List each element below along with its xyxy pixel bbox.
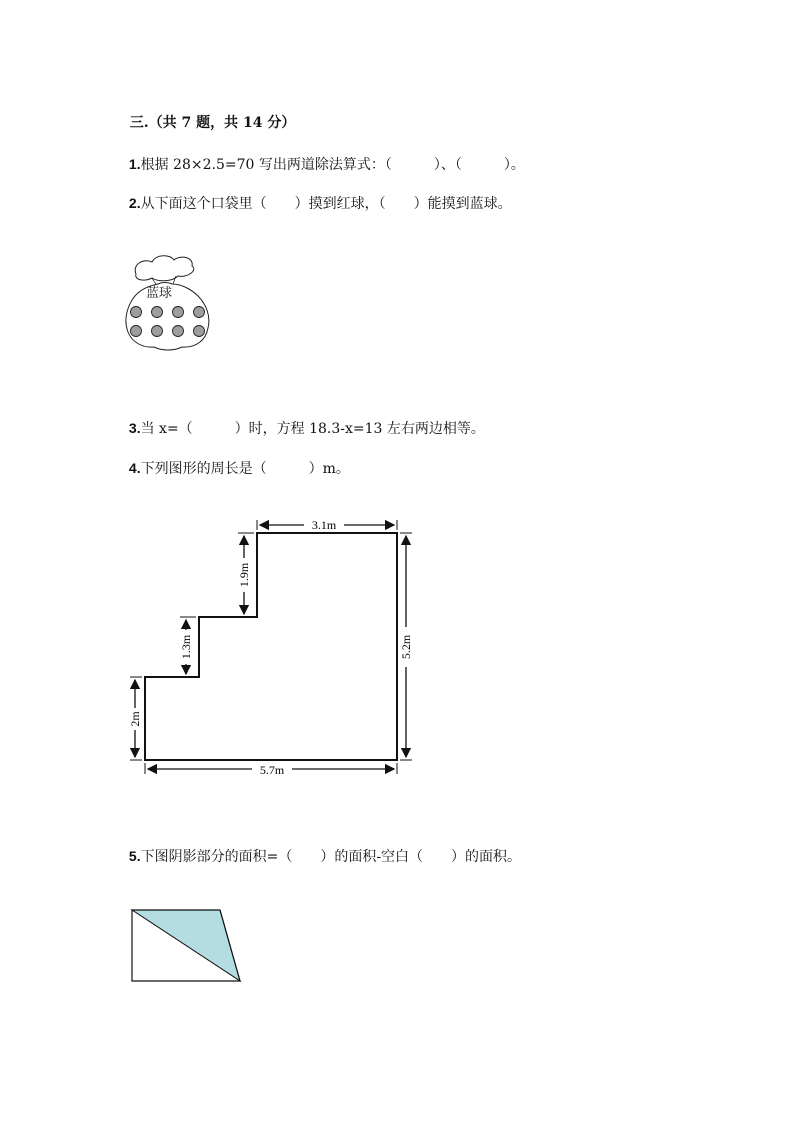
trapezoid-svg [126,904,250,986]
dim-right-label: 5.2m [399,634,413,660]
question-text: 当 x=（ ）时，方程 18.3-x=13 左右两边相等。 [140,421,485,437]
question-text: 下图阴影部分的面积=（ ）的面积-空白（ ）的面积。 [140,849,522,865]
dim-bottom-label: 5.7m [259,763,285,777]
question-5 [120,829,521,866]
dim-upper-label: 1.9m [237,562,251,588]
question-text: 根据 28×2.5=70 写出两道除法算式：（ ）、（ ）。 [140,157,525,173]
question-text: 从下面这个口袋里（ ）摸到红球，（ ）能摸到蓝球。 [140,196,512,212]
question-number: 3. [128,420,141,436]
question-number: 1. [128,156,141,172]
trapezoid-figure [126,904,250,990]
question-text: 下列图形的周长是（ ）m。 [140,461,350,477]
question-number: 4. [128,460,141,476]
dim-lower-label: 2m [128,711,142,727]
bag-label: 蓝球 [146,285,173,300]
dim-top-label: 3.1m [311,518,337,532]
dim-middle-label: 1.3m [179,634,193,660]
question-number: 2. [128,195,141,211]
question-number: 5. [128,848,141,864]
section-title: 三.（共 7 题，共 14 分） [129,115,296,131]
